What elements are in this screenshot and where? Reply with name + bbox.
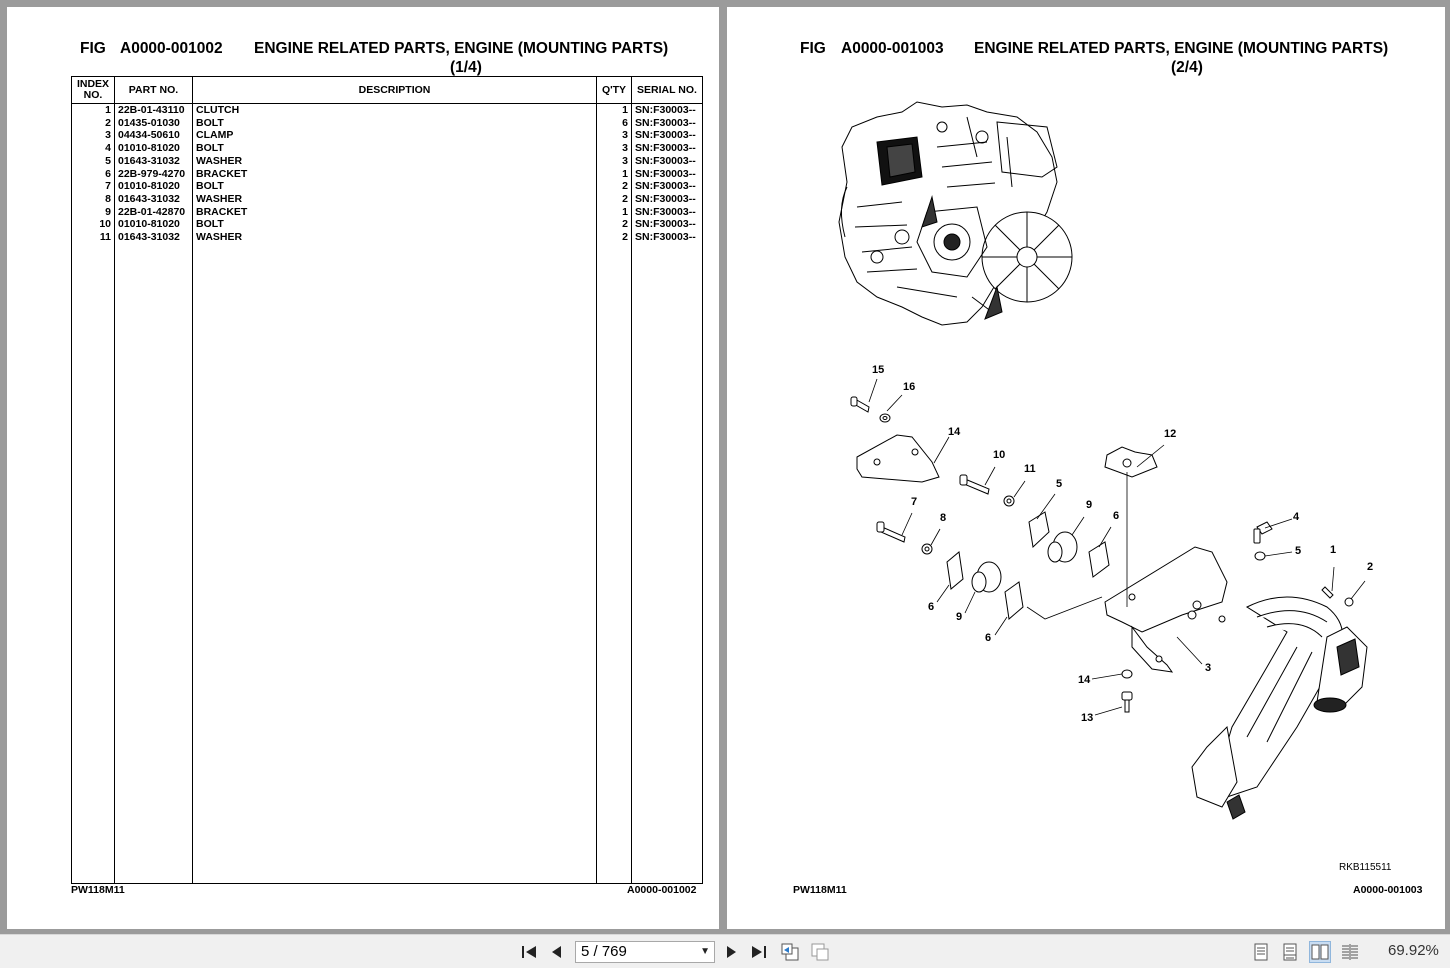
table-row (72, 142, 703, 155)
serial-no-cell: SN:F30003-- (632, 180, 703, 193)
callout: 4 (1293, 511, 1300, 523)
serial-no-cell: SN:F30003-- (632, 206, 703, 219)
pdf-navigation-toolbar (0, 934, 1450, 968)
callout: 16 (903, 381, 916, 393)
part-no-cell: 01643-31032 (115, 155, 193, 168)
callout: 1 (1330, 544, 1337, 556)
callout: 6 (928, 601, 935, 613)
left-page (7, 7, 719, 929)
zoom-level[interactable]: 69.92% (1388, 942, 1439, 959)
fig-label: FIG (80, 40, 106, 57)
empty-cell (597, 244, 632, 884)
fig-label: FIG (800, 40, 826, 57)
qty-cell: 2 (597, 180, 632, 193)
previous-page-button[interactable] (546, 941, 568, 963)
page-indicator: 5 / 769 (581, 943, 627, 960)
table-header-row (72, 77, 703, 104)
description-cell: BOLT (193, 180, 597, 193)
qty-cell: 2 (597, 193, 632, 206)
description-cell: BRACKET (193, 168, 597, 181)
table-row (72, 231, 703, 244)
table-row (72, 104, 703, 117)
qty-cell: 3 (597, 155, 632, 168)
description-cell: WASHER (193, 155, 597, 168)
qty-cell: 6 (597, 117, 632, 130)
callout: 5 (1056, 478, 1063, 490)
callout: 9 (956, 611, 963, 623)
col-part-no: PART NO. (115, 77, 193, 104)
callout: 14 (948, 426, 961, 438)
table-row (72, 206, 703, 219)
description-cell: WASHER (193, 193, 597, 206)
index-cell: 3 (72, 129, 115, 142)
callout: 6 (985, 632, 992, 644)
page-title: ENGINE RELATED PARTS, ENGINE (MOUNTING PARTS) (254, 40, 669, 57)
callout: 15 (872, 364, 885, 376)
chevron-down-icon: ▼ (700, 946, 710, 957)
drawing-code: RKB115511 (1339, 862, 1392, 873)
index-cell: 11 (72, 231, 115, 244)
index-cell: 9 (72, 206, 115, 219)
serial-no-cell: SN:F30003-- (632, 193, 703, 206)
footer-model: PW118M11 (793, 884, 847, 896)
col-qty: Q'TY (597, 77, 632, 104)
part-no-cell: 22B-979-4270 (115, 168, 193, 181)
callout: 3 (1205, 662, 1212, 674)
page-number-input[interactable] (575, 941, 715, 963)
table-row (72, 168, 703, 181)
index-cell: 7 (72, 180, 115, 193)
description-cell: CLAMP (193, 129, 597, 142)
empty-cell (632, 244, 703, 884)
next-page-icon (723, 944, 739, 960)
parts-table (71, 76, 703, 884)
callout: 11 (1024, 463, 1036, 475)
qty-cell: 1 (597, 168, 632, 181)
index-cell: 4 (72, 142, 115, 155)
serial-no-cell: SN:F30003-- (632, 142, 703, 155)
qty-cell: 3 (597, 129, 632, 142)
col-description: DESCRIPTION (193, 77, 597, 104)
page-subtitle: (2/4) (1171, 59, 1203, 76)
serial-no-cell: SN:F30003-- (632, 168, 703, 181)
col-serial-no: SERIAL NO. (632, 77, 703, 104)
description-cell: BRACKET (193, 206, 597, 219)
index-cell: 1 (72, 104, 115, 117)
serial-no-cell: SN:F30003-- (632, 104, 703, 117)
description-cell: WASHER (193, 231, 597, 244)
serial-no-cell: SN:F30003-- (632, 218, 703, 231)
description-cell: BOLT (193, 117, 597, 130)
two-page-view-button[interactable] (1309, 941, 1331, 963)
exploded-parts-diagram (727, 7, 1445, 887)
part-no-cell: 01010-81020 (115, 218, 193, 231)
callout: 5 (1295, 545, 1302, 557)
go-back-button[interactable] (779, 941, 801, 963)
callout: 10 (993, 449, 1006, 461)
first-page-icon (520, 944, 538, 960)
index-cell: 6 (72, 168, 115, 181)
part-no-cell: 22B-01-42870 (115, 206, 193, 219)
empty-cell (72, 244, 115, 884)
part-no-cell: 01643-31032 (115, 231, 193, 244)
fig-number: A0000-001003 (841, 40, 944, 57)
previous-view-icon (780, 942, 800, 962)
table-row (72, 117, 703, 130)
two-page-icon (1311, 943, 1329, 961)
right-page (727, 7, 1445, 929)
callout: 13 (1081, 712, 1094, 724)
last-page-button[interactable] (748, 941, 770, 963)
callout: 9 (1086, 499, 1093, 511)
part-no-cell: 01643-31032 (115, 193, 193, 206)
two-page-continuous-icon (1341, 943, 1359, 961)
index-cell: 10 (72, 218, 115, 231)
table-row (72, 129, 703, 142)
footer-model: PW118M11 (71, 884, 125, 896)
previous-page-icon (549, 944, 565, 960)
table-row (72, 180, 703, 193)
serial-no-cell: SN:F30003-- (632, 155, 703, 168)
two-page-continuous-view-button[interactable] (1339, 941, 1361, 963)
index-cell: 5 (72, 155, 115, 168)
table-filler-row (72, 244, 703, 884)
part-no-cell: 01010-81020 (115, 180, 193, 193)
qty-cell: 1 (597, 206, 632, 219)
go-forward-button[interactable] (809, 941, 831, 963)
empty-cell (115, 244, 193, 884)
index-cell: 2 (72, 117, 115, 130)
next-page-button[interactable] (720, 941, 742, 963)
callout: 2 (1367, 561, 1374, 573)
last-page-icon (750, 944, 768, 960)
callout: 14 (1078, 674, 1091, 686)
col-index: INDEX NO. (72, 77, 115, 104)
single-page-view-button[interactable] (1250, 941, 1272, 963)
callout: 7 (911, 496, 918, 508)
continuous-view-button[interactable] (1279, 941, 1301, 963)
callout: 12 (1164, 428, 1177, 440)
description-cell: BOLT (193, 142, 597, 155)
engine-illustration (839, 102, 1072, 325)
part-no-cell: 22B-01-43110 (115, 104, 193, 117)
table-row (72, 193, 703, 206)
serial-no-cell: SN:F30003-- (632, 231, 703, 244)
footer-fig-number: A0000-001003 (1353, 884, 1423, 896)
single-page-icon (1253, 943, 1269, 961)
description-cell: CLUTCH (193, 104, 597, 117)
part-no-cell: 04434-50610 (115, 129, 193, 142)
callout: 6 (1113, 510, 1120, 522)
qty-cell: 3 (597, 142, 632, 155)
continuous-page-icon (1282, 943, 1298, 961)
next-view-icon (810, 942, 830, 962)
table-row (72, 155, 703, 168)
empty-cell (193, 244, 597, 884)
serial-no-cell: SN:F30003-- (632, 129, 703, 142)
qty-cell: 2 (597, 218, 632, 231)
description-cell: BOLT (193, 218, 597, 231)
qty-cell: 1 (597, 104, 632, 117)
table-row (72, 218, 703, 231)
index-cell: 8 (72, 193, 115, 206)
page-title: ENGINE RELATED PARTS, ENGINE (MOUNTING PARTS) (974, 40, 1389, 57)
part-no-cell: 01010-81020 (115, 142, 193, 155)
callout: 8 (940, 512, 947, 524)
footer-fig-number: A0000-001002 (627, 884, 697, 896)
page-subtitle: (1/4) (450, 59, 482, 76)
qty-cell: 2 (597, 231, 632, 244)
serial-no-cell: SN:F30003-- (632, 117, 703, 130)
first-page-button[interactable] (518, 941, 540, 963)
part-no-cell: 01435-01030 (115, 117, 193, 130)
fig-number: A0000-001002 (120, 40, 223, 57)
